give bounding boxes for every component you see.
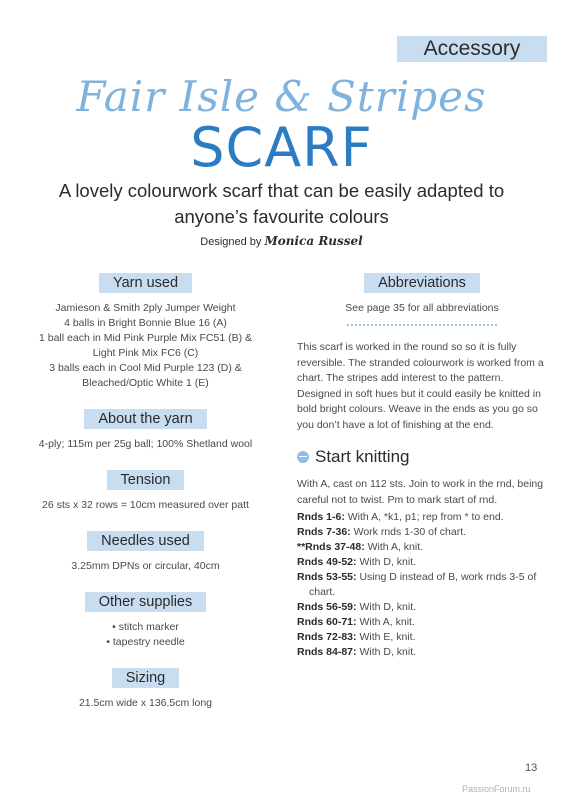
rounds-list xyxy=(297,510,547,660)
list-item xyxy=(297,645,547,660)
right-column xyxy=(297,273,547,660)
list-item xyxy=(297,570,547,600)
start-intro: With A, cast on 112 sts. Join to work in the rnd, being careful not to twist. Pm to mark start of rnd. xyxy=(297,478,544,506)
category-label: Accessory xyxy=(397,36,547,62)
yarn-line: Light Pink Mix FC6 (C) xyxy=(92,347,199,359)
title-script: Fair Isle & Stripes xyxy=(76,72,487,121)
intro-paragraph: This scarf is worked in the round so so it is fully reversible. The stranded colourwork is worked from a chart. The stripes add interest to the pattern. Designed in soft hues but it could easily be knitted in bold bright colours. Weave in the ends as you go so you don’t have a lot of finishing at the end. xyxy=(297,341,544,431)
subtitle: A lovely colourwork scarf that can be easily adapted to anyone’s favourite colours xyxy=(58,180,505,227)
designed-by-label: Designed by xyxy=(200,236,262,248)
list-item: • tapestry needle xyxy=(28,635,263,650)
page-title: SCARF xyxy=(190,116,373,179)
round-label: Rnds 60-71: xyxy=(297,616,357,628)
supplies-list xyxy=(28,620,263,650)
list-item xyxy=(297,525,547,540)
round-text: With A, knit. xyxy=(356,616,415,628)
about-yarn-text: 4-ply; 115m per 25g ball; 100% Shetland wool xyxy=(38,438,253,450)
abbreviations-section xyxy=(297,273,547,316)
round-text: Using D instead of B, work rnds 3-5 of chart. xyxy=(309,571,537,598)
round-label: Rnds 49-52: xyxy=(297,556,357,568)
left-column xyxy=(28,273,263,729)
yarn-line: 3 balls each in Cool Mid Purple 123 (D) & xyxy=(49,362,242,374)
round-text: With A, *k1, p1; rep from * to end. xyxy=(344,511,504,523)
yarn-used-section xyxy=(28,273,263,391)
round-label: Rnds 72-83: xyxy=(297,631,357,643)
round-text: With E, knit. xyxy=(356,631,416,643)
abbreviations-heading: Abbreviations xyxy=(364,273,480,293)
designer-credit xyxy=(0,234,563,248)
supplies-heading: Other supplies xyxy=(85,592,207,612)
list-item: • stitch marker xyxy=(28,620,263,635)
sizing-heading: Sizing xyxy=(112,668,180,688)
yarn-line: 1 ball each in Mid Pink Purple Mix FC51 (B) & xyxy=(39,332,252,344)
round-text: With A, knit. xyxy=(364,541,424,553)
needles-heading: Needles used xyxy=(87,531,204,551)
list-item xyxy=(297,540,547,555)
start-knitting-header xyxy=(297,447,547,467)
page-number: 13 xyxy=(525,762,538,774)
round-label: **Rnds 37-48: xyxy=(297,541,365,553)
abbreviations-text: See page 35 for all abbreviations xyxy=(345,302,499,314)
list-item xyxy=(297,615,547,630)
start-knitting-heading: Start knitting xyxy=(315,447,410,466)
yarn-line: Jamieson & Smith 2ply Jumper Weight xyxy=(55,302,236,314)
yarn-used-heading: Yarn used xyxy=(99,273,192,293)
round-text: With D, knit. xyxy=(356,601,417,613)
list-item xyxy=(297,630,547,645)
round-text: With D, knit. xyxy=(356,556,417,568)
needles-text: 3.25mm DPNs or circular, 40cm xyxy=(71,560,220,572)
needles-section xyxy=(28,531,263,574)
list-item xyxy=(297,600,547,615)
dotted-divider xyxy=(347,324,497,326)
supplies-section xyxy=(28,592,263,650)
about-yarn-section xyxy=(28,409,263,452)
round-label: Rnds 53-55: xyxy=(297,571,357,583)
tension-heading: Tension xyxy=(107,470,185,490)
round-label: Rnds 56-59: xyxy=(297,601,357,613)
designer-name: Monica Russel xyxy=(264,234,363,248)
round-label: Rnds 1-6: xyxy=(297,511,345,523)
list-item xyxy=(297,555,547,570)
round-text: Work rnds 1-30 of chart. xyxy=(350,526,467,538)
tension-text: 26 sts x 32 rows = 10cm measured over patt xyxy=(42,499,249,511)
tension-section xyxy=(28,470,263,513)
list-item xyxy=(297,510,547,525)
round-label: Rnds 7-36: xyxy=(297,526,351,538)
sizing-text: 21.5cm wide x 136.5cm long xyxy=(78,697,213,709)
round-text: With D, knit. xyxy=(356,646,417,658)
round-label: Rnds 84-87: xyxy=(297,646,357,658)
about-yarn-heading: About the yarn xyxy=(84,409,206,429)
sizing-section xyxy=(28,668,263,711)
watermark: PassionForum.ru xyxy=(462,784,531,794)
yarn-line: Bleached/Optic White 1 (E) xyxy=(82,377,209,389)
yarn-line: 4 balls in Bright Bonnie Blue 16 (A) xyxy=(64,317,227,329)
yarn-ball-icon xyxy=(297,451,309,463)
